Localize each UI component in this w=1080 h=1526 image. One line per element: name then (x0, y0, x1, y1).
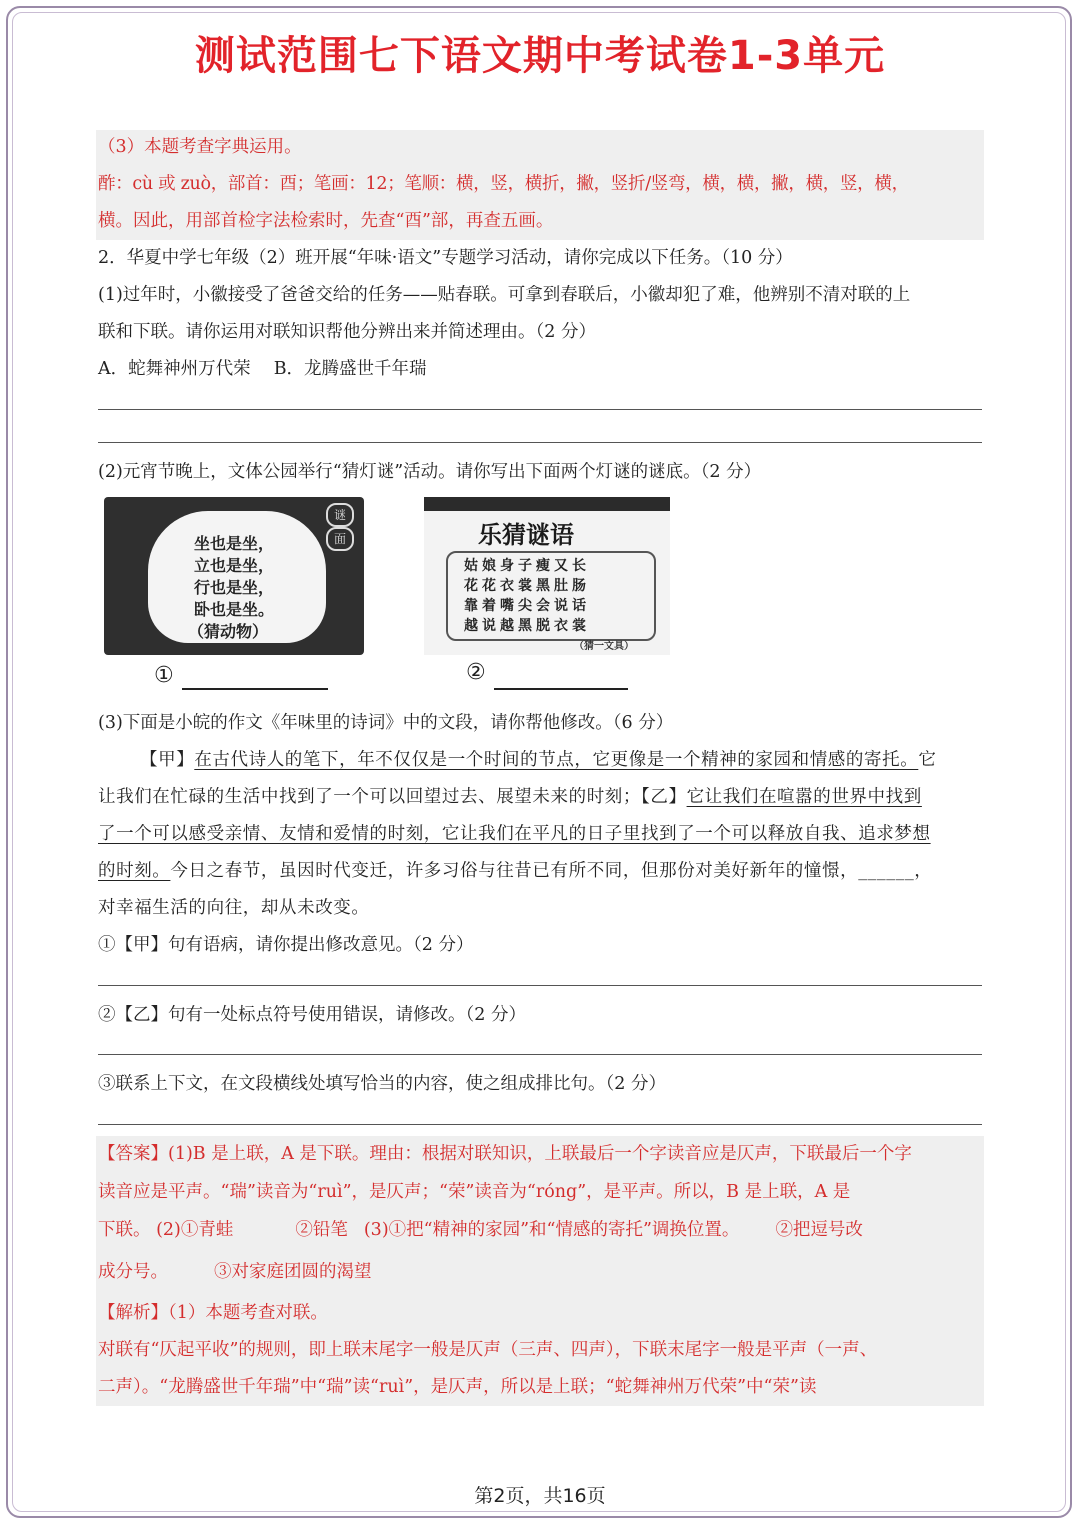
essay-line: 对幸福生活的向往，却从未改变。 (98, 898, 370, 918)
sub-question-3: ③联系上下文，在文段横线处填写恰当的内容，使之组成排比句。（2 分） (98, 1074, 666, 1094)
riddle-badge: 面 (326, 527, 354, 551)
essay-line (98, 857, 982, 882)
riddle-card-frame (446, 551, 656, 641)
essay-line (98, 783, 982, 808)
riddle-image-1 (104, 497, 364, 655)
riddle-image-2 (424, 497, 670, 655)
question-stem: 2．华夏中学七年级（2）班开展“年味·语文”专题学习活动，请你完成以下任务。（10 分） (98, 248, 793, 268)
riddle-badge: 谜 (326, 503, 354, 527)
answer-line: 【答案】(1)B 是上联，A 是下联。理由：根据对联知识，上联最后一个字读音应是仄声，下联最后一个字 (98, 1144, 912, 1164)
riddle-line: 行也是坐， (194, 578, 275, 597)
riddle-line: 靠着嘴尖会说话 (464, 598, 590, 614)
analysis-line: 对联有“仄起平收”的规则，即上联末尾字一般是仄声（三声、四声），下联末尾字一般是平声（一声、 (98, 1340, 878, 1360)
question-part-2: (2)元宵节晚上，文体公园举行“猜灯谜”活动。请你写出下面两个灯谜的谜底。（2 分） (98, 462, 762, 482)
analysis-line: 【解析】（1）本题考查对联。 (98, 1303, 328, 1323)
answer-line (98, 985, 982, 986)
essay-text: 今日之春节，虽因时代变迁，许多习俗与往昔已有所不同，但那份对美好新年的憧憬，______， (170, 861, 933, 881)
sentence-b: 的时刻。 (98, 861, 171, 881)
answer-line (98, 1258, 982, 1283)
answer-text: 成分号。 (98, 1262, 168, 1282)
riddle-line: 卧也是坐。 (194, 600, 275, 619)
riddle-answer-blank (182, 688, 328, 690)
essay-line (140, 746, 1024, 771)
essay-text: 它 (918, 750, 937, 770)
essay-text: 让我们在忙碌的生活中找到了一个可以回望过去、展望未来的时刻； (98, 787, 641, 807)
sentence-a-mark: 【甲】 (140, 750, 195, 770)
answer-line (98, 1054, 982, 1055)
question-part-1: (1)过年时，小徽接受了爸爸交给的任务——贴春联。可拿到春联后，小徽却犯了难，他辨别不清对联的上 (98, 285, 911, 305)
riddle-line: 花花衣裳黑肚肠 (464, 578, 590, 594)
question-part-1: 联和下联。请你运用对联知识帮他分辨出来并简述理由。（2 分） (98, 322, 596, 342)
answer-text: ②把逗号改 (775, 1220, 863, 1240)
analysis-line: 横。因此，用部首检字法检索时，先查“酉”部，再查五画。 (98, 211, 554, 231)
question-part-3: (3)下面是小皖的作文《年味里的诗词》中的文段，请你帮他修改。（6 分） (98, 713, 674, 733)
riddle-line: 坐也是坐， (194, 534, 275, 553)
analysis-line: 酢：cù 或 zuò，部首：酉；笔画：12；笔顺：横，竖，横折，撇，竖折/竖弯，横，横，撇，横，竖，横， (98, 174, 909, 194)
answer-line (98, 442, 982, 443)
answer-line: 读音应是平声。“瑞”读音为“ruì”，是仄声；“荣”读音为“róng”，是平声。所以，B 是上联，A 是 (98, 1182, 851, 1202)
riddle-answer-label: ① (154, 663, 174, 688)
riddle-answer-blank (494, 688, 628, 690)
sentence-b: 它让我们在喧嚣的世界中找到 (686, 787, 922, 807)
riddle-hint: （猜动物） (188, 622, 269, 641)
answer-text: 下联。 (2)①青蛙 (98, 1220, 234, 1240)
answer-line (98, 409, 982, 410)
riddle-hint: （猜一文具） (574, 641, 634, 652)
page-number: 第2页，共16页 (474, 1485, 606, 1507)
page-title: 测试范围七下语文期中考试卷1-3单元 (194, 33, 886, 79)
sub-question-1: ①【甲】句有语病，请你提出修改意见。（2 分） (98, 935, 474, 955)
sentence-b: 了一个可以感受亲情、友情和爱情的时刻，它让我们在平凡的日子里找到了一个可以释放自我、追求梦想 (98, 824, 931, 844)
answer-line (98, 1124, 982, 1125)
sub-question-2: ②【乙】句有一处标点符号使用错误，请修改。（2 分） (98, 1005, 526, 1025)
sentence-a: 在古代诗人的笔下，年不仅仅是一个时间的节点，它更像是一个精神的家园和情感的寄托。 (194, 750, 919, 770)
riddle-line: 越说越黑脱衣裳 (464, 618, 590, 634)
answer-text: ②铅笔 (295, 1220, 348, 1240)
riddle-answer-label: ② (466, 660, 486, 685)
analysis-line: 二声）。“龙腾盛世千年瑞”中“瑞”读“ruì”，是仄声，所以是上联；“蛇舞神州万代荣”中“荣”读 (98, 1377, 817, 1397)
riddle-card-title: 乐猜谜语 (478, 521, 574, 549)
riddle-card-top-bar (424, 497, 670, 511)
couplet-options: A．蛇舞神州万代荣 B．龙腾盛世千年瑞 (98, 359, 427, 379)
answer-text: ③对家庭团圆的渴望 (214, 1262, 372, 1282)
riddle-line: 姑娘身子瘦又长 (464, 558, 590, 574)
answer-text: (3)①把“精神的家园”和“情感的寄托”调换位置。 (363, 1220, 740, 1240)
sentence-b-mark: 【乙】 (641, 787, 687, 807)
answer-line (98, 1216, 982, 1241)
analysis-line: （3）本题考查字典运用。 (98, 137, 302, 157)
riddle-line: 立也是坐， (194, 556, 275, 575)
